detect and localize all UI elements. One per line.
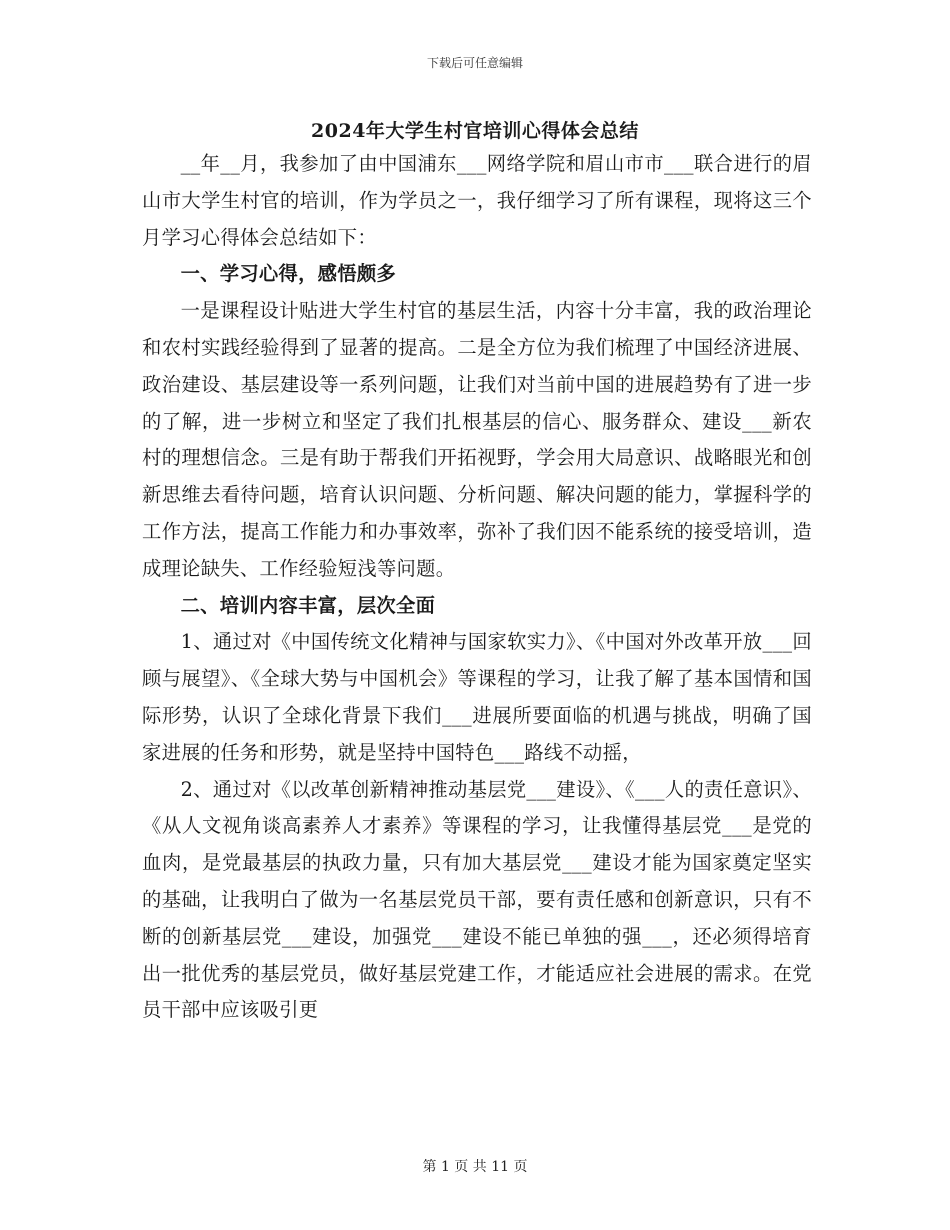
section-heading-1: 一、学习心得，感悟颇多 [180, 262, 396, 286]
page-number-footer: 第 1 页 共 11 页 [422, 1159, 528, 1175]
document-body [142, 146, 812, 1029]
paragraph-item-1: 1、通过对《中国传统文化精神与国家软实力》、《中国对外改革开放___回顾与展望》、《全球大势与中国机会》等课程的学习，让我了解了基本国情和国际形势，认识了全球化背景下我们___进展所要面临的机遇与挑战，明确了国家进展的任务和形势，就是坚持中国特色___路线不动摇， [142, 630, 812, 764]
section-heading-2: 二、培训内容丰富，层次全面 [180, 593, 436, 617]
paragraph-section-1: 一是课程设计贴进大学生村官的基层生活，内容十分丰富，我的政治理论和农村实践经验得到了显著的提高。二是全方位为我们梳理了中国经济进展、政治建设、基层建设等一系列问题，让我们对当前中国的进展趋势有了进一步的了解，进一步树立和坚定了我们扎根基层的信心、服务群众、建设___新农村的理想信念。三是有助于帮我们开拓视野，学会用大局意识、战略眼光和创新思维去看待问题，培育认识问题、分析问题、解决问题的能力，掌握科学的工作方法，提高工作能力和办事效率，弥补了我们因不能系统的接受培训，造成理论缺失、工作经验短浅等问题。 [142, 299, 812, 580]
header-note: 下载后可任意编辑 [426, 56, 523, 70]
paragraph-item-2: 2、通过对《以改革创新精神推动基层党___建设》、《___人的责任意识》、《从人文视角谈高素养人才素养》等课程的学习，让我懂得基层党___是党的血肉，是党最基层的执政力量，只有加大基层党___建设才能为国家奠定坚实的基础，让我明白了做为一名基层党员干部，要有责任感和创新意识，只有不断的创新基层党___建设，加强党___建设不能已单独的强___，还必须得培育出一批优秀的基层党员，做好基层党建工作，才能适应社会进展的需求。在党员干部中应该吸引更 [142, 777, 812, 1022]
document-title: 2024年大学生村官培训心得体会总结 [311, 120, 639, 142]
paragraph-intro: __年__月，我参加了由中国浦东___网络学院和眉山市市___联合进行的眉山市大学生村官的培训，作为学员之一，我仔细学习了所有课程，现将这三个月学习心得体会总结如下： [142, 152, 812, 249]
